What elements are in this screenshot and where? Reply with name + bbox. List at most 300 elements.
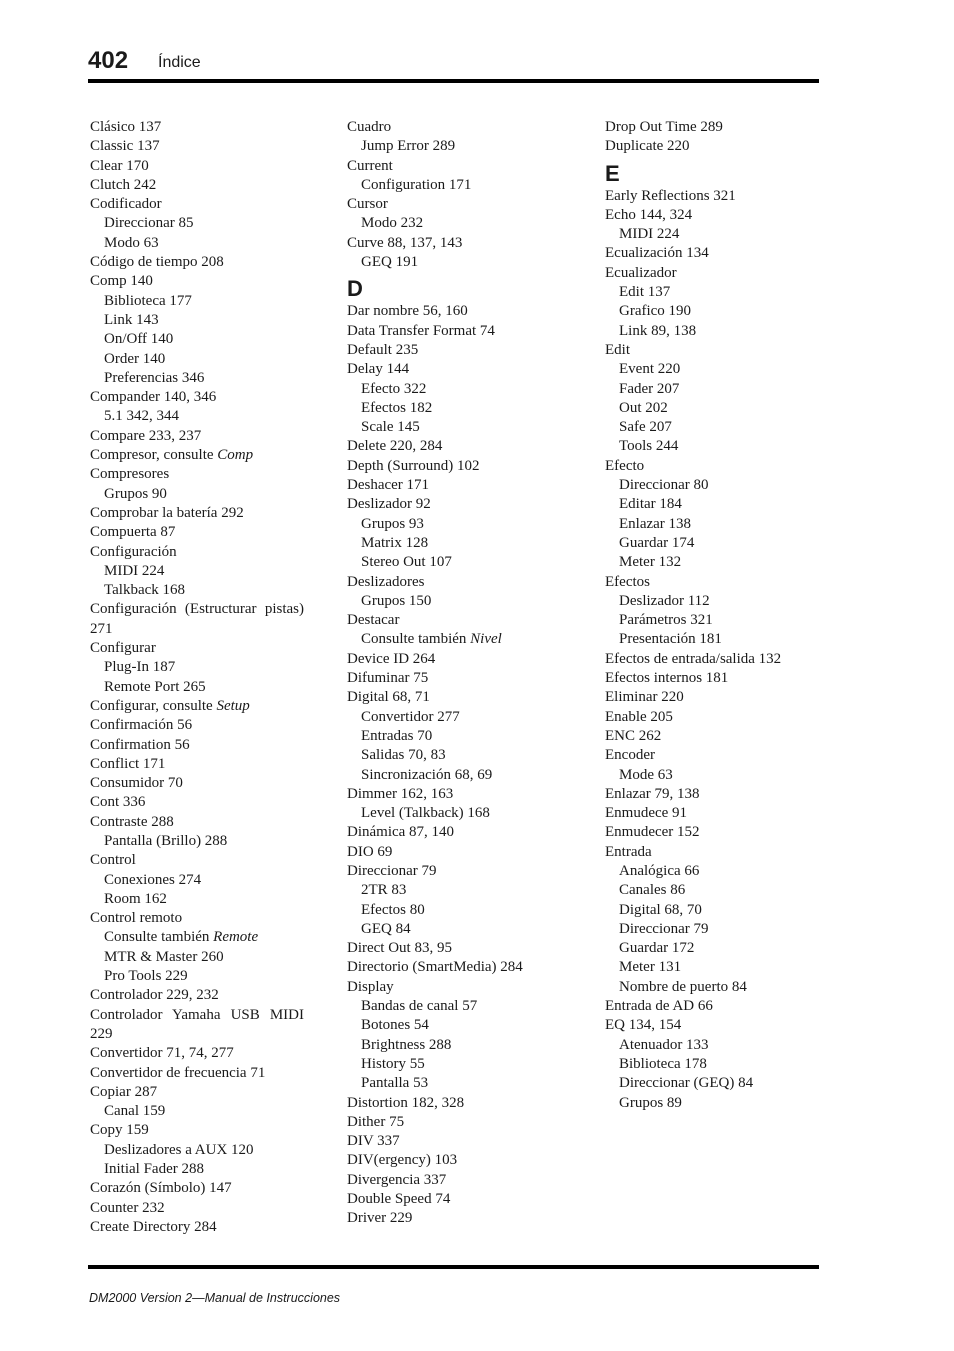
entry-cross-reference: Comp	[217, 447, 254, 464]
index-entry	[347, 1190, 561, 1209]
index-column-2	[347, 118, 561, 1229]
index-entry	[605, 843, 819, 862]
index-entry	[605, 206, 819, 225]
index-subentry	[90, 234, 304, 253]
entry-text: Link 143	[104, 311, 159, 328]
index-entry	[347, 785, 561, 804]
entry-text: 2TR 83	[361, 882, 407, 899]
entry-cross-reference: Nivel	[470, 631, 502, 648]
index-subentry	[90, 581, 304, 600]
index-subentry	[90, 678, 304, 697]
entry-text: Deshacer 171	[347, 477, 430, 494]
index-subentry	[347, 804, 561, 823]
entry-text: Guardar 172	[619, 940, 695, 957]
entry-text: Direccionar 79	[347, 862, 437, 879]
entry-text: Copy 159	[90, 1122, 149, 1139]
index-entry	[605, 264, 819, 283]
index-subentry	[90, 890, 304, 909]
entry-text: Cont 336	[90, 794, 146, 811]
entry-text: Efectos 182	[361, 399, 433, 416]
index-subentry	[90, 311, 304, 330]
entry-text: Room 162	[104, 890, 167, 907]
index-subentry	[90, 871, 304, 890]
index-subentry	[605, 322, 819, 341]
index-subentry	[347, 553, 561, 572]
index-entry	[90, 1064, 304, 1083]
entry-text: Atenuador 133	[619, 1036, 709, 1053]
index-entry	[347, 322, 561, 341]
index-entry	[90, 504, 304, 523]
index-entry	[90, 157, 304, 176]
index-subentry	[90, 948, 304, 967]
index-entry	[90, 523, 304, 542]
index-entry	[347, 688, 561, 707]
entry-text: Level (Talkback) 168	[361, 805, 490, 822]
entry-text: Divergencia 337	[347, 1171, 447, 1188]
entry-text: Compresores	[90, 466, 170, 483]
index-subentry	[90, 292, 304, 311]
index-subentry	[347, 515, 561, 534]
entry-text: Configurar, consulte	[90, 697, 217, 714]
entry-text: Consumidor 70	[90, 775, 183, 792]
entry-text: History 55	[361, 1055, 425, 1072]
entry-text: Clutch 242	[90, 176, 157, 193]
entry-text: Create Directory 284	[90, 1218, 217, 1235]
index-subentry	[605, 978, 819, 997]
index-subentry	[605, 1036, 819, 1055]
index-entry	[90, 195, 304, 214]
index-subentry	[605, 534, 819, 553]
index-entry	[347, 650, 561, 669]
entry-text: Destacar	[347, 612, 400, 629]
entry-text: Tools 244	[619, 438, 679, 455]
entry-text: Enmudece 91	[605, 805, 688, 822]
index-subentry	[605, 360, 819, 379]
entry-text: Dither 75	[347, 1113, 405, 1130]
entry-text: Pantalla (Brillo) 288	[104, 832, 228, 849]
index-entry	[347, 1151, 561, 1170]
index-subentry	[347, 1036, 561, 1055]
index-entry	[90, 909, 304, 928]
entry-text: Consulte también	[361, 631, 471, 648]
index-subentry	[347, 920, 561, 939]
entry-text: Comprobar la batería 292	[90, 504, 244, 521]
entry-text: Grupos 89	[619, 1094, 682, 1111]
entry-text: Presentación 181	[619, 631, 722, 648]
index-entry	[347, 843, 561, 862]
index-subentry	[605, 1094, 819, 1113]
index-subentry	[605, 495, 819, 514]
entry-text: Ecualización 134	[605, 245, 709, 262]
entry-text: Controlador Yamaha USB MIDI 229	[90, 1006, 304, 1042]
entry-text: Controlador 229, 232	[90, 987, 219, 1004]
entry-text: Nombre de puerto 84	[619, 978, 747, 995]
index-entry	[90, 774, 304, 793]
entry-text: Entradas 70	[361, 727, 433, 744]
entry-text: Data Transfer Format 74	[347, 322, 495, 339]
entry-text: Configuration 171	[361, 176, 472, 193]
entry-text: Modo 232	[361, 215, 424, 232]
index-subentry	[90, 369, 304, 388]
entry-text: Delay 144	[347, 361, 410, 378]
entry-text: Curve 88, 137, 143	[347, 234, 463, 251]
index-subentry	[347, 253, 561, 272]
index-entry	[347, 958, 561, 977]
index-entry	[347, 1132, 561, 1151]
entry-text: Initial Fader 288	[104, 1161, 204, 1178]
entry-text: Efectos 80	[361, 901, 425, 918]
entry-text: Talkback 168	[104, 582, 186, 599]
index-subentry	[347, 746, 561, 765]
entry-text: Drop Out Time 289	[605, 119, 723, 135]
entry-text: Classic 137	[90, 138, 160, 155]
entry-text: Brightness 288	[361, 1036, 452, 1053]
entry-text: ENC 262	[605, 727, 662, 744]
entry-text: Double Speed 74	[347, 1191, 451, 1208]
entry-text: Dimmer 162, 163	[347, 785, 454, 802]
entry-text: Configuración	[90, 543, 177, 560]
entry-text: Device ID 264	[347, 650, 436, 667]
page-number: 402	[88, 47, 129, 74]
index-subentry	[90, 832, 304, 851]
index-entry	[605, 341, 819, 360]
entry-text: Compresor, consulte	[90, 447, 218, 464]
index-entry	[90, 639, 304, 658]
entry-text: Sincronización 68, 69	[361, 766, 493, 783]
entry-text: Contraste 288	[90, 813, 174, 830]
entry-text: Mode 63	[619, 766, 673, 783]
entry-text: Dar nombre 56, 160	[347, 303, 468, 320]
entry-text: Biblioteca 178	[619, 1055, 707, 1072]
index-entry	[90, 137, 304, 156]
index-entry	[90, 716, 304, 735]
entry-text: Compare 233, 237	[90, 427, 202, 444]
entry-text: Depth (Surround) 102	[347, 457, 480, 474]
index-entry	[90, 755, 304, 774]
entry-text: Fader 207	[619, 380, 680, 397]
index-entry	[347, 611, 561, 630]
entry-text: Remote Port 265	[104, 678, 206, 695]
entry-text: Editar 184	[619, 496, 682, 513]
index-subentry	[605, 418, 819, 437]
index-entry	[347, 457, 561, 476]
entry-text: Compuerta 87	[90, 524, 176, 541]
index-subentry	[605, 958, 819, 977]
entry-text: Order 140	[104, 350, 166, 367]
index-entry	[347, 823, 561, 842]
entry-text: 5.1 342, 344	[104, 408, 179, 425]
entry-cross-reference: Remote	[213, 929, 259, 946]
index-subentry	[90, 562, 304, 581]
index-subentry	[605, 302, 819, 321]
index-letter-heading: E	[605, 160, 620, 186]
entry-text: Deslizadores	[347, 573, 425, 590]
entry-text: Direccionar 79	[619, 920, 709, 937]
index-entry	[347, 1171, 561, 1190]
entry-text: Modo 63	[104, 234, 159, 251]
index-subentry	[605, 225, 819, 244]
entry-text: GEQ 191	[361, 254, 419, 271]
entry-text: Grupos 150	[361, 592, 432, 609]
index-entry	[90, 253, 304, 272]
index-subentry	[90, 485, 304, 504]
entry-text: Difuminar 75	[347, 670, 429, 687]
index-entry	[347, 669, 561, 688]
index-subentry	[605, 611, 819, 630]
index-entry	[90, 1218, 304, 1237]
entry-text: Cuadro	[347, 119, 392, 135]
entry-text: Echo 144, 324	[605, 206, 693, 223]
index-entry	[347, 157, 561, 176]
entry-text: Convertidor de frecuencia 71	[90, 1064, 266, 1081]
entry-text: Convertidor 277	[361, 708, 460, 725]
index-entry	[605, 650, 819, 669]
entry-text: Efecto	[605, 457, 645, 474]
entry-text: EQ 134, 154	[605, 1017, 682, 1034]
index-entry	[605, 688, 819, 707]
entry-text: Enmudecer 152	[605, 824, 700, 841]
index-subentry	[90, 1102, 304, 1121]
entry-text: Parámetros 321	[619, 612, 713, 629]
index-column-3	[605, 118, 819, 1113]
index-entry	[90, 697, 304, 716]
entry-text: Enable 205	[605, 708, 673, 725]
index-entry	[90, 543, 304, 562]
index-entry	[90, 388, 304, 407]
index-subentry	[90, 330, 304, 349]
index-subentry	[347, 176, 561, 195]
entry-text: Deslizador 112	[619, 592, 710, 609]
section-title: Índice	[158, 54, 201, 71]
entry-text: Cursor	[347, 196, 388, 213]
index-subentry	[605, 380, 819, 399]
entry-text: Configuración (Estructurar pistas) 271	[90, 601, 304, 637]
index-entry	[90, 1199, 304, 1218]
index-entry	[605, 669, 819, 688]
entry-text: Salidas 70, 83	[361, 747, 446, 764]
entry-text: Corazón (Símbolo) 147	[90, 1180, 232, 1197]
entry-text: Dinámica 87, 140	[347, 824, 455, 841]
index-subentry	[347, 418, 561, 437]
index-entry	[347, 360, 561, 379]
entry-text: Control remoto	[90, 910, 183, 927]
index-subentry	[347, 1074, 561, 1093]
index-entry	[347, 302, 561, 321]
index-subentry	[605, 399, 819, 418]
index-entry	[90, 465, 304, 484]
page-header	[88, 46, 818, 76]
entry-text: Enlazar 79, 138	[605, 785, 700, 802]
entry-text: Out 202	[619, 399, 668, 416]
entry-text: Digital 68, 70	[619, 901, 702, 918]
index-entry	[347, 573, 561, 592]
index-entry	[90, 1083, 304, 1102]
entry-text: Direct Out 83, 95	[347, 940, 452, 957]
entry-text: Edit	[605, 341, 630, 358]
entry-text: Grafico 190	[619, 303, 692, 320]
index-entry	[347, 1209, 561, 1228]
footer-text: DM2000 Version 2—Manual de Instrucciones	[89, 1291, 341, 1305]
index-entry	[347, 195, 561, 214]
entry-text: Duplicate 220	[605, 138, 690, 155]
index-subentry	[347, 137, 561, 156]
entry-text: Efectos	[605, 573, 650, 590]
entry-text: Código de tiempo 208	[90, 254, 224, 271]
index-entry	[90, 986, 304, 1005]
entry-text: Direccionar 80	[619, 477, 709, 494]
entry-text: Biblioteca 177	[104, 292, 192, 309]
entry-text: Canales 86	[619, 882, 686, 899]
index-subentry	[90, 1141, 304, 1160]
entry-text: Deslizador 92	[347, 496, 431, 513]
index-subentry	[347, 534, 561, 553]
index-subentry	[347, 380, 561, 399]
entry-text: Link 89, 138	[619, 322, 697, 339]
entry-text: Delete 220, 284	[347, 438, 443, 455]
entry-text: Edit 137	[619, 284, 671, 301]
entry-text: Direccionar (GEQ) 84	[619, 1075, 754, 1092]
index-entry	[605, 118, 819, 137]
index-subentry	[90, 967, 304, 986]
entry-text: Default 235	[347, 341, 419, 358]
entry-text: Control	[90, 852, 136, 869]
index-subentry	[347, 901, 561, 920]
index-entry	[90, 118, 304, 137]
index-subentry	[90, 214, 304, 233]
index-entry	[347, 341, 561, 360]
entry-text: Display	[347, 978, 394, 995]
entry-text: Botones 54	[361, 1017, 429, 1034]
index-entry	[605, 727, 819, 746]
entry-text: Digital 68, 71	[347, 689, 430, 706]
entry-text: DIV 337	[347, 1133, 400, 1150]
index-subentry	[347, 1016, 561, 1035]
entry-text: Preferencias 346	[104, 369, 205, 386]
entry-text: Counter 232	[90, 1199, 165, 1216]
entry-text: Direccionar 85	[104, 215, 194, 232]
index-subentry	[347, 214, 561, 233]
header-rule	[88, 79, 819, 83]
entry-text: Clásico 137	[90, 119, 162, 135]
index-subentry	[347, 1055, 561, 1074]
index-entry	[605, 746, 819, 765]
index-entry	[90, 1121, 304, 1140]
entry-text: Configurar	[90, 640, 156, 657]
entry-text: Driver 229	[347, 1210, 413, 1227]
index-entry	[90, 736, 304, 755]
index-subentry	[347, 630, 561, 649]
entry-text: Directorio (SmartMedia) 284	[347, 959, 523, 976]
index-subentry	[605, 515, 819, 534]
index-entry	[605, 137, 819, 156]
index-entry	[347, 1113, 561, 1132]
entry-text: Pro Tools 229	[104, 968, 188, 985]
entry-text: Canal 159	[104, 1103, 166, 1120]
entry-text: MIDI 224	[104, 562, 165, 579]
index-entry	[347, 978, 561, 997]
entry-text: Stereo Out 107	[361, 554, 452, 571]
index-entry	[605, 573, 819, 592]
index-entry	[90, 427, 304, 446]
index-subentry	[605, 901, 819, 920]
entry-text: Event 220	[619, 361, 681, 378]
index-subentry	[605, 766, 819, 785]
index-entry	[90, 1006, 304, 1045]
index-entry	[347, 1094, 561, 1113]
entry-text: Comp 140	[90, 273, 153, 290]
entry-text: Conexiones 274	[104, 871, 202, 888]
entry-text: Meter 131	[619, 959, 682, 976]
index-entry	[90, 793, 304, 812]
index-subentry	[605, 283, 819, 302]
entry-cross-reference: Setup	[216, 697, 250, 714]
entry-text: Distortion 182, 328	[347, 1094, 465, 1111]
entry-text: DIV(ergency) 103	[347, 1152, 458, 1169]
entry-text: Guardar 174	[619, 534, 695, 551]
entry-text: Current	[347, 157, 393, 174]
index-entry	[347, 476, 561, 495]
index-subentry	[605, 881, 819, 900]
index-subentry	[347, 708, 561, 727]
entry-text: Grupos 93	[361, 515, 424, 532]
entry-text: Copiar 287	[90, 1083, 158, 1100]
index-subentry	[90, 928, 304, 947]
entry-text: Analógica 66	[619, 862, 700, 879]
entry-text: MIDI 224	[619, 226, 680, 243]
entry-text: Jump Error 289	[361, 138, 456, 155]
index-subentry	[605, 1074, 819, 1093]
entry-text: Safe 207	[619, 419, 672, 436]
index-subentry	[90, 407, 304, 426]
entry-text: Deslizadores a AUX 120	[104, 1141, 254, 1158]
index-entry	[90, 813, 304, 832]
entry-text: Scale 145	[361, 419, 420, 436]
entry-text: Confirmation 56	[90, 736, 190, 753]
index-entry	[605, 823, 819, 842]
entry-text: Ecualizador	[605, 264, 677, 281]
index-entry	[347, 495, 561, 514]
index-subentry	[605, 862, 819, 881]
index-entry	[90, 1044, 304, 1063]
entry-text: Entrada de AD 66	[605, 998, 713, 1015]
index-entry	[90, 272, 304, 291]
index-subentry	[347, 881, 561, 900]
index-entry	[347, 437, 561, 456]
index-subentry	[605, 553, 819, 572]
index-entry	[90, 1179, 304, 1198]
index-entry	[605, 785, 819, 804]
index-entry	[605, 708, 819, 727]
index-subentry	[605, 920, 819, 939]
entry-text: Encoder	[605, 747, 655, 764]
index-entry	[90, 176, 304, 195]
entry-text: Matrix 128	[361, 534, 429, 551]
entry-text: Compander 140, 346	[90, 389, 217, 406]
footer-rule	[88, 1265, 819, 1269]
entry-text: Plug-In 187	[104, 659, 176, 676]
index-subentry	[605, 1055, 819, 1074]
entry-text: Grupos 90	[104, 485, 167, 502]
index-entry	[347, 118, 561, 137]
index-subentry	[605, 476, 819, 495]
index-entry	[605, 1016, 819, 1035]
index-entry	[347, 939, 561, 958]
index-subentry	[347, 766, 561, 785]
index-subentry	[605, 437, 819, 456]
index-column-1	[90, 118, 304, 1237]
index-subentry	[605, 939, 819, 958]
index-entry	[605, 244, 819, 263]
